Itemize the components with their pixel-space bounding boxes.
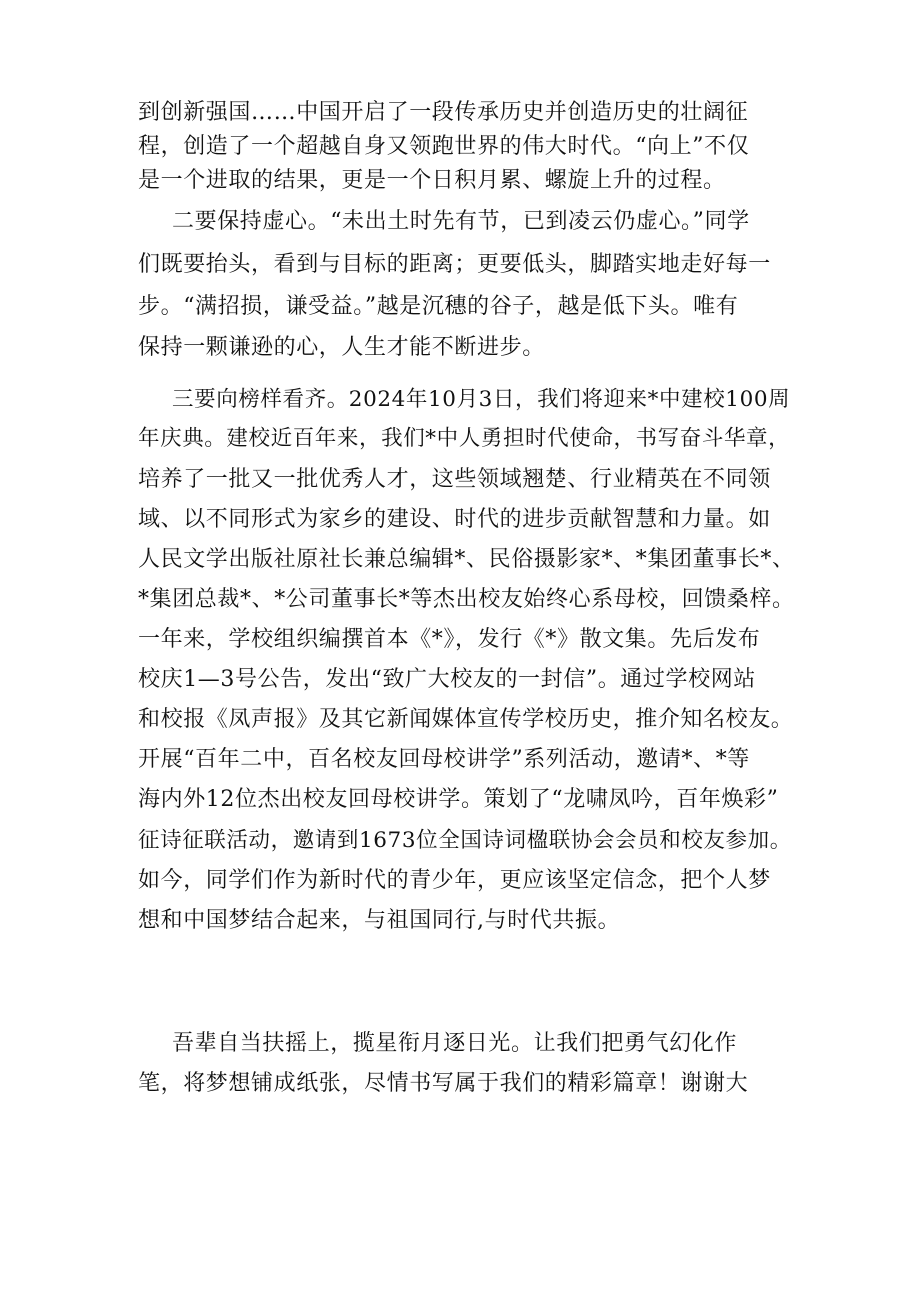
text-line-17: 开展“百年二中，百名校友回母校讲学”系列活动，邀请*、*等: [138, 747, 750, 772]
text-line-7: 保持一颗谦逊的心，人生才能不断进步。: [138, 335, 545, 360]
text-line-14: 一年来，学校组织编撰首本《*》，发行《*》散文集。先后发布: [138, 627, 761, 652]
text-line-21: 想和中国梦结合起来，与祖国同行,与时代共振。: [138, 908, 621, 933]
text-line-9: 年庆典。建校近百年来，我们*中人勇担时代使命，书写奋斗华章，: [138, 426, 791, 451]
text-line-5: 们既要抬头，看到与目标的距离；更要低头，脚踏实地走好每一: [138, 252, 771, 277]
text-line-6: 步。“满招损，谦受益。”越是沉穗的谷子，越是低下头。唯有: [138, 294, 739, 319]
text-line-23: 笔，将梦想铺成纸张，尽情书写属于我们的精彩篇章！谢谢大: [138, 1071, 749, 1096]
text-line-10: 培养了一批又一批优秀人才，这些领域翘楚、行业精英在不同领: [138, 467, 771, 492]
text-line-19: 征诗征联活动，邀请到1673位全国诗词楹联协会会员和校友参加。: [138, 828, 792, 853]
text-line-18: 海内外12位杰出校友回母校讲学。策划了“龙啸凤吟，百年焕彩”: [138, 787, 779, 812]
text-line-11: 域、以不同形式为家乡的建设、时代的进步贡献智慧和力量。如: [138, 507, 771, 532]
text-line-15: 校庆1—3号公告，发出“致广大校友的一封信”。通过学校网站: [138, 667, 756, 692]
text-line-3: 是一个进取的结果，更是一个日积月累、螺旋上升的过程。: [138, 168, 726, 193]
text-line-16: 和校报《凤声报》及其它新闻媒体宣传学校历史，推介知名校友。: [138, 707, 794, 732]
text-line-13: *集团总裁*、*公司董事长*等杰出校友始终心系母校，回馈桑梓。: [138, 587, 795, 612]
text-line-12: 人民文学出版社原社长兼总编辑*、民俗摄影家*、*集团董事长*、: [138, 547, 795, 572]
text-line-4: 二要保持虚心。“未出土时先有节，已到凌云仍虚心。”同学: [172, 209, 750, 234]
text-line-20: 如今，同学们作为新时代的青少年，更应该坚定信念，把个人梦: [138, 868, 771, 893]
text-line-8: 三要向榜样看齐。2024年10月3日，我们将迎来*中建校100周: [172, 387, 791, 412]
text-line-1: 到创新强国……中国开启了一段传承历史并创造历史的壮阔征: [138, 100, 749, 125]
text-line-22: 吾辈自当扶摇上，揽星衔月逐日光。让我们把勇气幻化作: [172, 1031, 738, 1056]
text-line-2: 程，创造了一个超越自身又领跑世界的伟大时代。“向上”不仅: [138, 134, 750, 159]
